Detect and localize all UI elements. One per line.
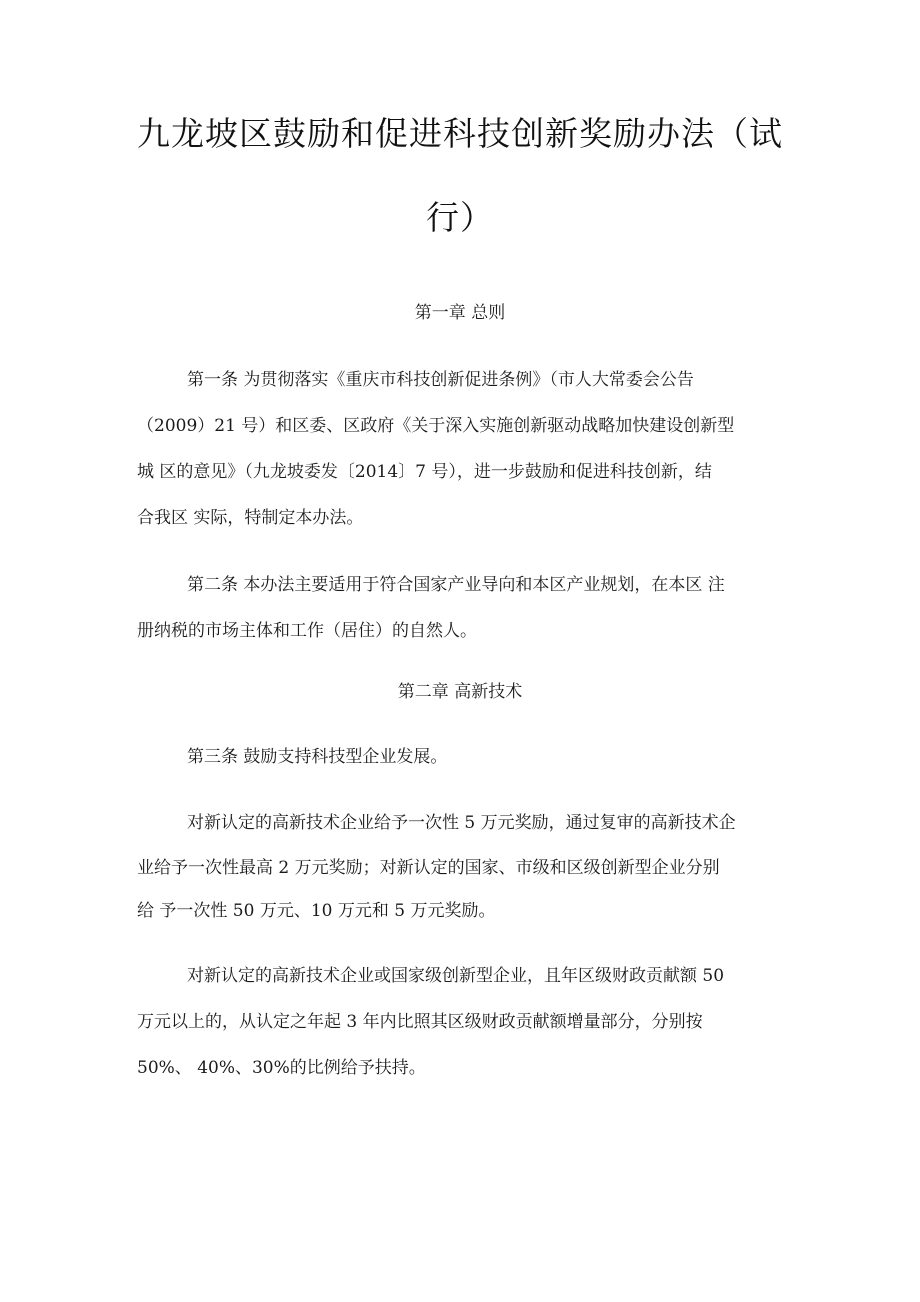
article-3: 第三条 鼓励支持科技型企业发展。 — [187, 747, 448, 767]
document-title-line-1: 九龙坡区鼓励和促进科技创新奖励办法（试 — [137, 114, 783, 153]
article-1-line: 城 区的意见》（九龙坡委发〔2014〕7 号），进一步鼓励和促进科技创新，结 — [137, 462, 712, 482]
paragraph-line: 对新认定的高新技术企业给予一次性 5 万元奖励，通过复审的高新技术企 — [187, 813, 736, 833]
chapter-heading-2: 第二章 高新技术 — [397, 682, 523, 702]
paragraph-line: 业给予一次性最高 2 万元奖励；对新认定的国家、市级和区级创新型企业分别 — [137, 858, 720, 878]
article-1-line: 第一条 为贯彻落实《重庆市科技创新促进条例》（市人大常委会公告 — [187, 370, 694, 390]
paragraph-line: 50%、 40%、30%的比例给予扶持。 — [137, 1058, 426, 1078]
document-title-line-2: 行） — [426, 198, 494, 237]
paragraph-line: 万元以上的，从认定之年起 3 年内比照其区级财政贡献额增量部分，分别按 — [137, 1012, 703, 1032]
paragraph-line: 对新认定的高新技术企业或国家级创新型企业，且年区级财政贡献额 50 — [187, 966, 725, 986]
article-2-line: 册纳税的市场主体和工作（居住）的自然人。 — [137, 621, 477, 641]
article-1-line: 合我区 实际，特制定本办法。 — [137, 508, 364, 528]
article-2-line: 第二条 本办法主要适用于符合国家产业导向和本区产业规划，在本区 注 — [187, 575, 725, 595]
paragraph-line: 给 予一次性 50 万元、10 万元和 5 万元奖励。 — [137, 901, 496, 921]
article-1-line: （2009）21 号）和区委、区政府《关于深入实施创新驱动战略加快建设创新型 — [137, 416, 735, 436]
chapter-heading-1: 第一章 总则 — [414, 303, 506, 323]
